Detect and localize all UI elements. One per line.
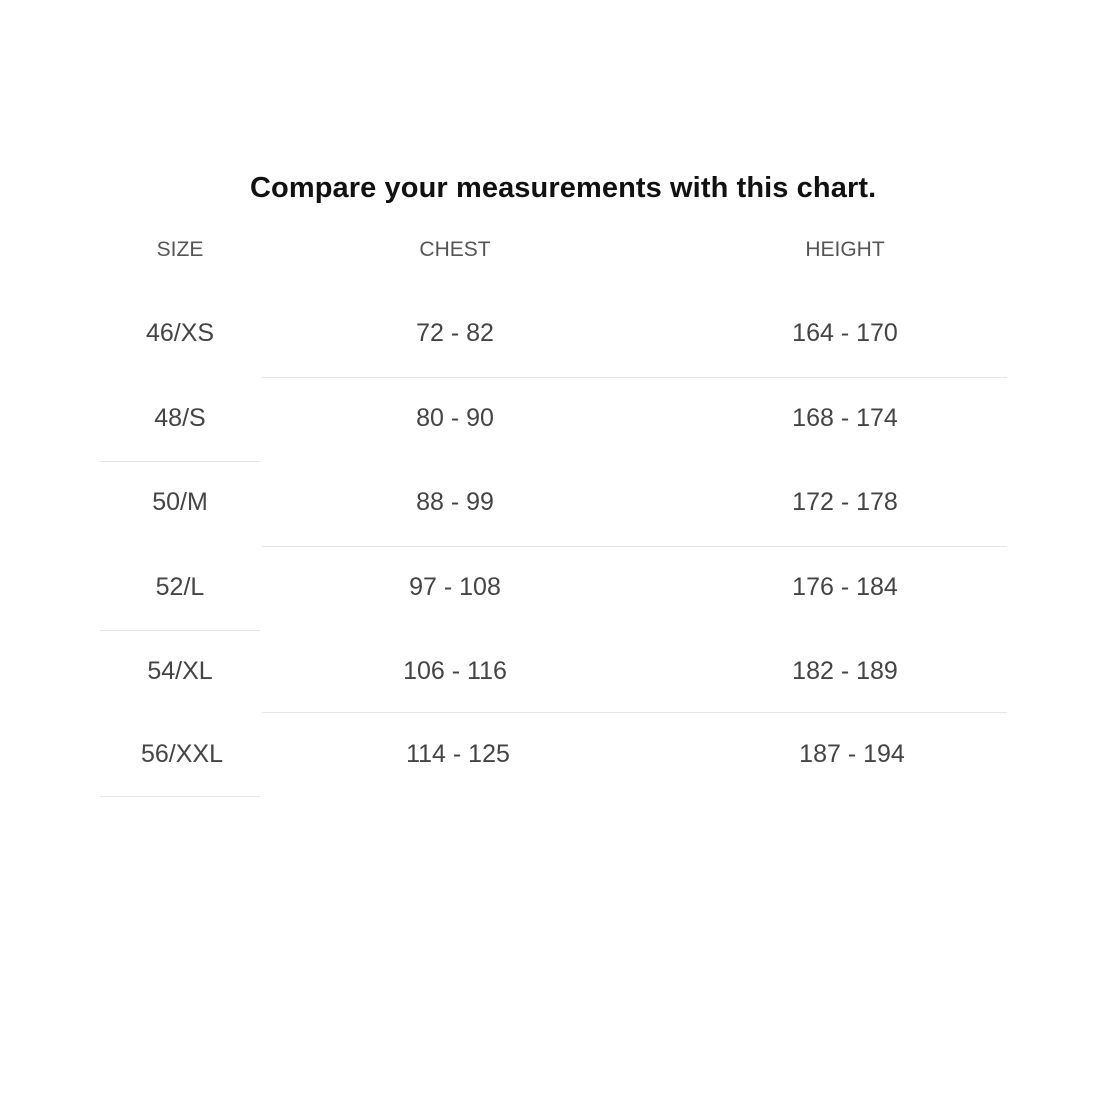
cell-chest: 80 - 90 [416,404,494,432]
cell-height: 172 - 178 [792,488,898,516]
cell-height: 164 - 170 [792,319,898,347]
cell-chest: 114 - 125 [406,740,510,768]
row-divider [262,377,1007,378]
cell-size: 50/M [152,488,208,516]
header-chest: CHEST [419,238,491,261]
row-divider [100,796,260,797]
cell-height: 176 - 184 [792,573,898,601]
header-height: HEIGHT [805,238,885,261]
cell-chest: 97 - 108 [409,573,501,601]
cell-size: 52/L [155,573,205,601]
row-divider [100,630,260,631]
row-divider [100,461,260,462]
chart-title: Compare your measurements with this chart. [250,172,877,204]
cell-chest: 72 - 82 [416,319,494,347]
cell-size: 56/XXL [140,740,223,768]
cell-size: 54/XL [147,657,213,685]
cell-height: 182 - 189 [792,657,898,685]
row-divider [262,546,1007,547]
cell-height: 187 - 194 [799,740,905,768]
cell-size: 46/XS [145,319,215,347]
cell-chest: 88 - 99 [416,488,494,516]
cell-size: 48/S [154,404,206,432]
cell-height: 168 - 174 [792,404,898,432]
row-divider [262,712,1007,713]
header-size: SIZE [156,238,204,261]
cell-chest: 106 - 116 [403,657,507,685]
